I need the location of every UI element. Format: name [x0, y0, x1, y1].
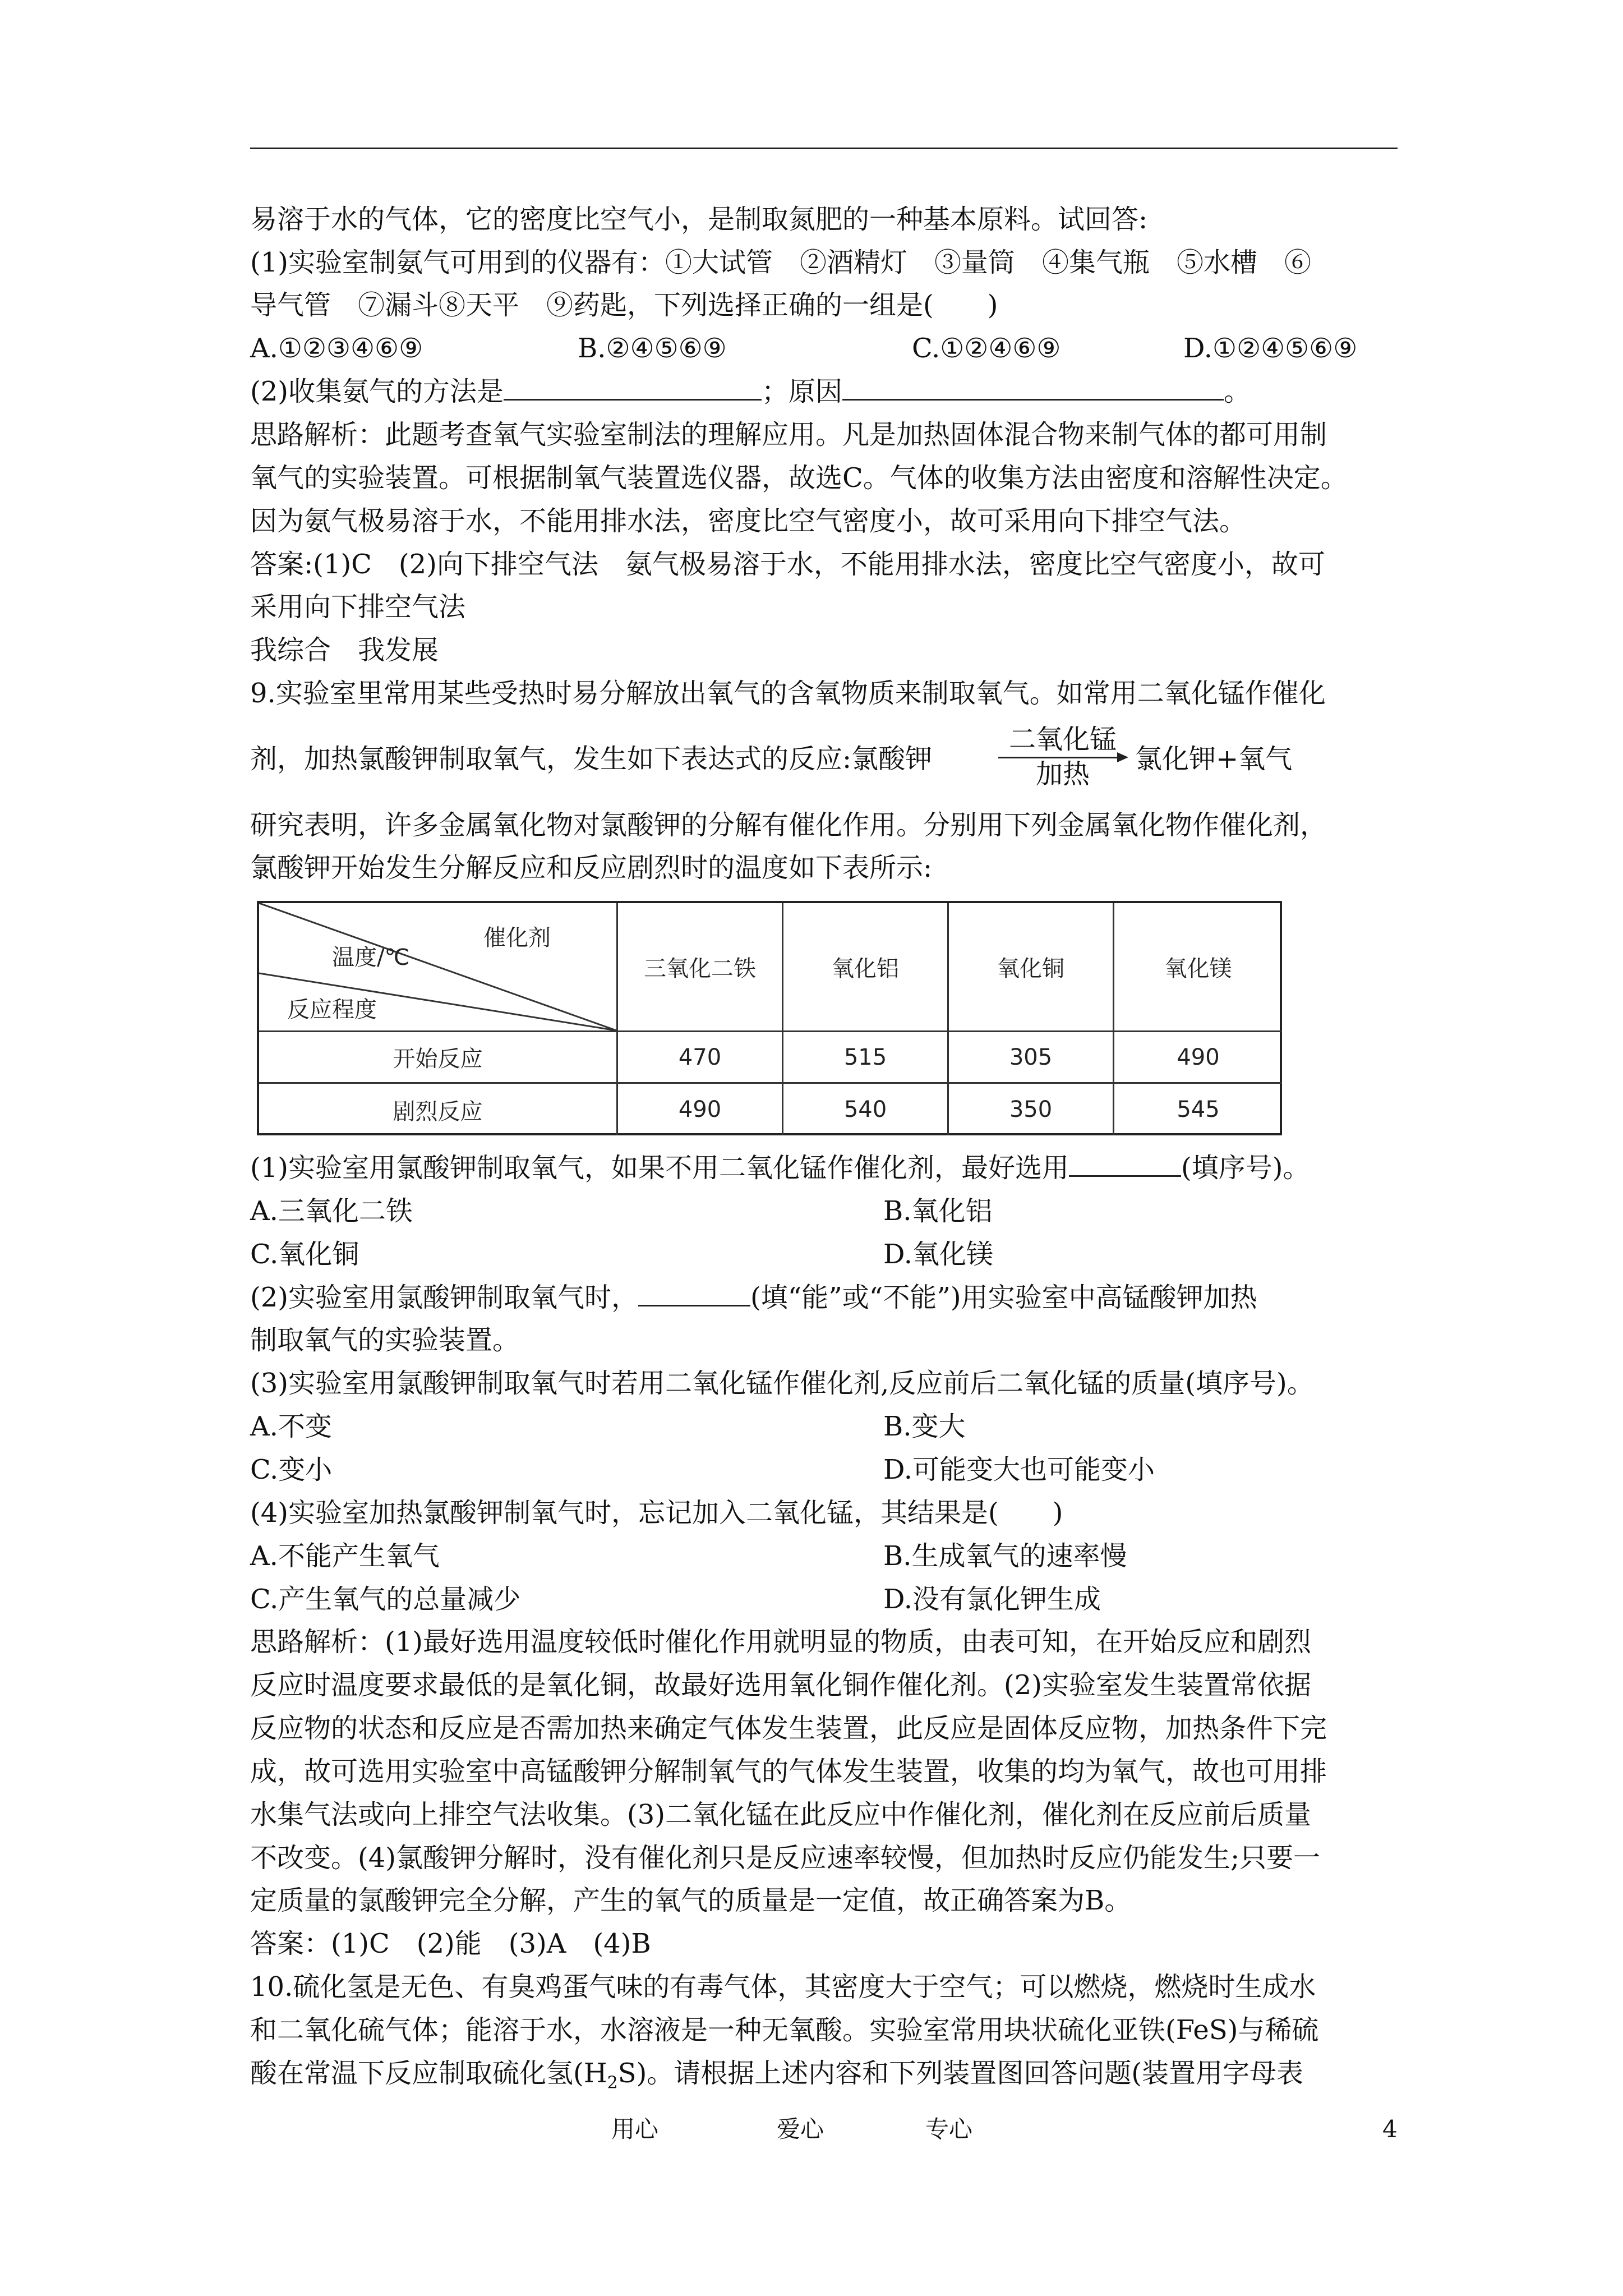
q9-3-option-d: D.可能变大也可能变小	[883, 1454, 1155, 1485]
answer-blank	[1069, 1151, 1181, 1177]
text-segment: (1)实验室用氯酸钾制取氧气，如果不用二氧化锰作催化剂，最好选用	[250, 1152, 1069, 1184]
text-line: 成，故可选用实验室中高锰酸钾分解制氧气的气体发生装置，收集的均为氧气，故也可用排	[250, 1756, 1327, 1787]
row-label: 开始反应	[259, 1032, 618, 1084]
table-cell: 545	[1177, 1097, 1220, 1122]
q8-option-b: B.②④⑤⑥⑨	[578, 333, 727, 364]
text-line: 定质量的氯酸钾完全分解，产生的氧气的质量是一定值，故正确答案为B。	[250, 1885, 1132, 1916]
q9-4-option-b: B.生成氧气的速率慢	[883, 1540, 1127, 1572]
text-segment: 酸在常温下反应制取硫化氢(H	[250, 2058, 607, 2089]
text-line: 思路解析：(1)最好选用温度较低时催化作用就明显的物质，由表可知，在开始反应和剧烈	[250, 1626, 1311, 1658]
table-cell: 470	[618, 1032, 783, 1084]
text-line: 因为氨气极易溶于水，不能用排水法，密度比空气密度小，故可采用向下排空气法。	[250, 505, 1247, 537]
text-segment: ；原因	[762, 376, 843, 407]
condition-label: 加热	[1035, 758, 1090, 790]
answer-blank	[504, 374, 762, 401]
reaction-line-start: 剂，加热氯酸钾制取氧气，发生如下表达式的反应:氯酸钾	[250, 743, 933, 775]
header-rule	[250, 148, 1398, 149]
text-line: 采用向下排空气法	[250, 591, 466, 623]
column-header: 氧化铝	[783, 903, 949, 1032]
table-cell: 490	[1114, 1032, 1282, 1084]
row-label: 剧烈反应	[259, 1084, 618, 1135]
table-cell: 515	[783, 1032, 949, 1084]
reaction-arrow	[998, 724, 1133, 790]
q9-1-option-a: A.三氧化二铁	[250, 1195, 413, 1227]
catalyst-label: 二氧化锰	[1008, 724, 1117, 755]
q9-1-option-c: C.氧化铜	[250, 1239, 359, 1270]
text-segment: (填“能”或“不能”)用实验室中高锰酸钾加热	[750, 1282, 1257, 1313]
q8-part2-line	[250, 374, 1251, 409]
table-cell: 305	[949, 1032, 1114, 1084]
subscript: 2	[607, 2073, 618, 2093]
q9-1-option-b: B.氧化铝	[883, 1195, 993, 1227]
footer-middle: 爱心	[777, 2115, 824, 2143]
text-segment: (填序号)。	[1181, 1152, 1310, 1184]
column-header: 氧化铜	[949, 903, 1114, 1032]
table-cell: 350	[949, 1084, 1114, 1135]
text-line: 水集气法或向上排空气法收集。(3)二氧化锰在此反应中作催化剂，催化剂在反应前后质量	[250, 1799, 1311, 1830]
text-line: 研究表明，许多金属氧化物对氯酸钾的分解有催化作用。分别用下列金属氧化物作催化剂，	[250, 809, 1327, 841]
diagonal-header-cell	[259, 903, 618, 1032]
answer-blank	[638, 1280, 750, 1306]
text-line: (3)实验室用氯酸钾制取氧气时若用二氧化锰作催化剂,反应前后二氧化锰的质量(填序号)。	[250, 1368, 1314, 1399]
text-segment: 。	[1224, 376, 1251, 407]
text-segment: (2)实验室用氯酸钾制取氧气时，	[250, 1282, 638, 1313]
text-segment: S)。请根据上述内容和下列装置图回答问题(装置用字母表	[617, 2058, 1304, 2089]
reaction-products: 氯化钾+氧气	[1135, 743, 1293, 775]
table-cell: 490	[618, 1084, 783, 1135]
answer-line: 答案：(1)C (2)能 (3)A (4)B	[250, 1928, 651, 1959]
text-line: 制取氧气的实验装置。	[250, 1324, 520, 1356]
q9-3-option-b: B.变大	[883, 1411, 966, 1442]
page-number: 4	[1382, 2115, 1398, 2143]
text-line: 答案:(1)C (2)向下排空气法 氨气极易溶于水，不能用排水法，密度比空气密度小，故可	[250, 549, 1325, 580]
text-line: 不改变。(4)氯酸钾分解时，没有催化剂只是反应速率较慢，但加热时反应仍能发生;只要一	[250, 1842, 1321, 1874]
q9-4-option-c: C.产生氧气的总量减少	[250, 1584, 521, 1615]
q8-option-c: C.①②④⑥⑨	[912, 333, 1061, 364]
text-line: 反应时温度要求最低的是氧化铜，故最好选用氧化铜作催化剂。(2)实验室发生装置常依据	[250, 1669, 1311, 1701]
q9-3-option-c: C.变小	[250, 1454, 333, 1485]
q9-3-option-a: A.不变	[250, 1411, 332, 1442]
q9-part1-line	[250, 1151, 1310, 1185]
q9-1-option-d: D.氧化镁	[883, 1239, 994, 1270]
text-line: 易溶于水的气体，它的密度比空气小，是制取氮肥的一种基本原料。试回答:	[250, 204, 1148, 235]
header-reaction-degree: 反应程度	[287, 997, 377, 1023]
header-catalyst: 催化剂	[483, 925, 551, 951]
footer-left: 用心	[611, 2115, 659, 2143]
header-temperature: 温度/℃	[332, 945, 410, 970]
text-line: (1)实验室制氨气可用到的仪器有：①大试管 ②酒精灯 ③量筒 ④集气瓶 ⑤水槽 ⑥	[250, 247, 1311, 278]
q9-4-option-a: A.不能产生氧气	[250, 1540, 440, 1572]
text-line: (4)实验室加热氯酸钾制氧气时，忘记加入二氧化锰，其结果是( )	[250, 1497, 1063, 1529]
section-heading: 我综合 我发展	[250, 634, 439, 666]
text-line: 导气管 ⑦漏斗⑧天平 ⑨药匙，下列选择正确的一组是( )	[250, 289, 998, 321]
text-line: 9.实验室里常用某些受热时易分解放出氧气的含氧物质来制取氧气。如常用二氧化锰作催化	[250, 678, 1326, 709]
answer-blank	[842, 374, 1224, 401]
q9-part2-line	[250, 1280, 1257, 1315]
column-header: 三氧化二铁	[618, 903, 783, 1032]
q9-4-option-d: D.没有氯化钾生成	[883, 1584, 1101, 1615]
q10-last-line	[250, 2056, 1303, 2101]
text-line: 和二氧化硫气体；能溶于水，水溶液是一种无氧酸。实验室常用块状硫化亚铁(FeS)与稀硫	[250, 2014, 1319, 2046]
catalyst-temperature-table	[257, 901, 1282, 1135]
q8-option-a: A.①②③④⑥⑨	[250, 333, 423, 364]
text-line: 氧气的实验装置。可根据制氧气装置选仪器，故选C。气体的收集方法由密度和溶解性决定。	[250, 462, 1348, 494]
footer-right: 专心	[925, 2115, 973, 2143]
text-line: 氯酸钾开始发生分解反应和反应剧烈时的温度如下表所示:	[250, 852, 933, 884]
text-segment: (2)收集氨气的方法是	[250, 376, 504, 407]
column-header: 氧化镁	[1114, 903, 1282, 1032]
table-cell: 540	[783, 1084, 949, 1135]
text-line: 反应物的状态和反应是否需加热来确定气体发生装置，此反应是固体反应物，加热条件下完	[250, 1713, 1327, 1744]
text-line: 思路解析：此题考查氧气实验室制法的理解应用。凡是加热固体混合物来制气体的都可用制	[250, 419, 1327, 450]
text-line: 10.硫化氢是无色、有臭鸡蛋气味的有毒气体，其密度大于空气；可以燃烧，燃烧时生成水	[250, 1971, 1316, 2003]
q8-option-d: D.①②④⑤⑥⑨	[1183, 333, 1358, 364]
